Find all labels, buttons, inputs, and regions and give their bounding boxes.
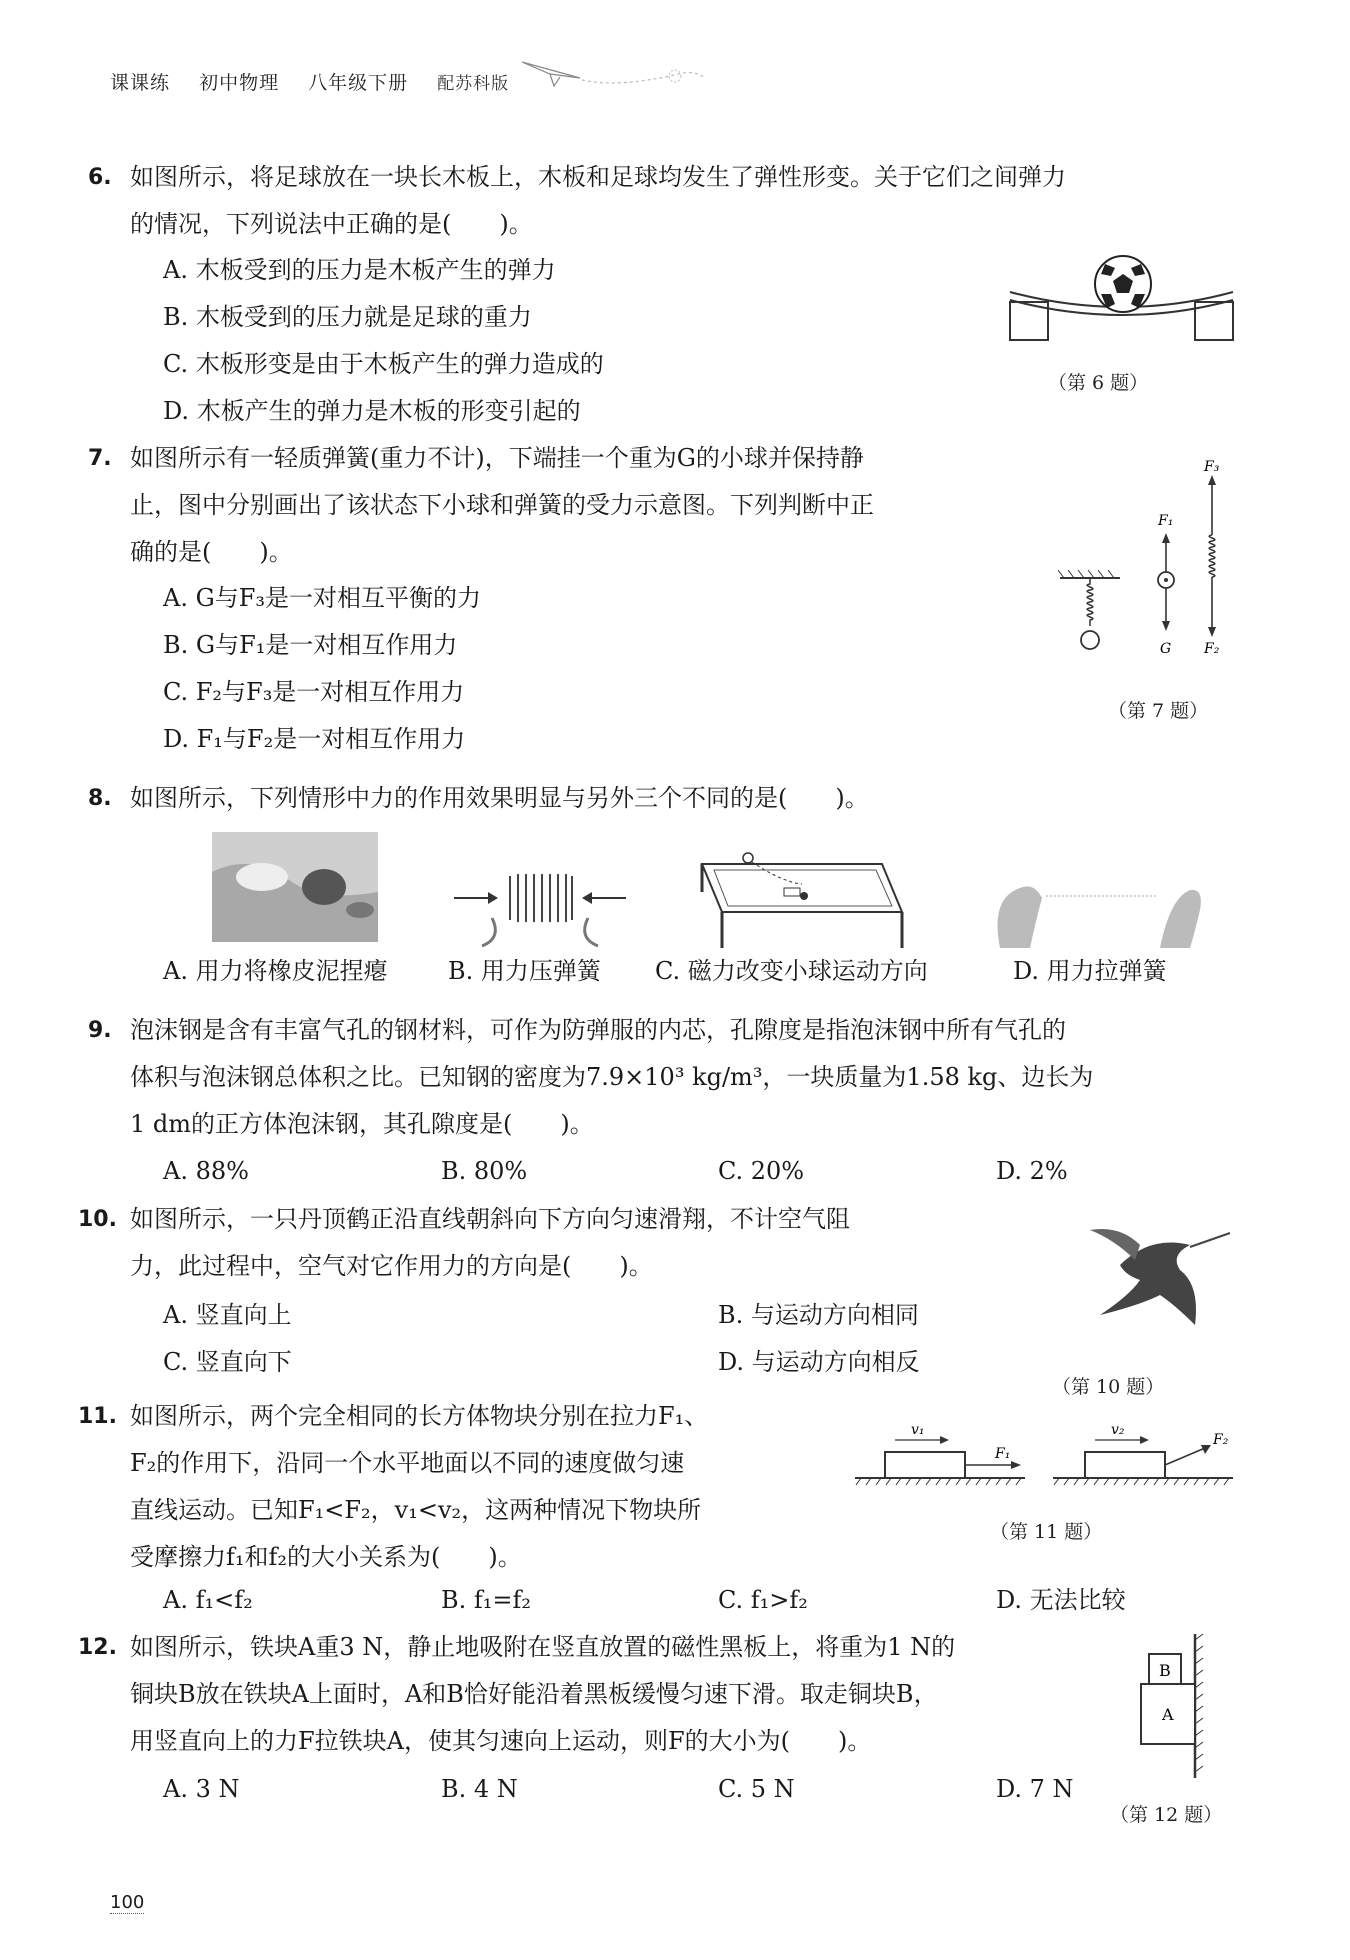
page-header [110,68,531,95]
option-a: A. G与F₃是一对相互平衡的力 [163,584,482,612]
label-v2: v₂ [1111,1422,1125,1438]
label-f1: F₁ [995,1446,1011,1462]
option-c: C. 竖直向下 [163,1348,292,1376]
figure-spring-forces [1050,455,1250,665]
option-d: D. 用力拉弹簧 [1013,957,1167,985]
question-text: 如图所示，下列情形中力的作用效果明显与另外三个不同的是( )。 [130,784,869,812]
option-b: B. 与运动方向相同 [718,1301,919,1329]
option-c: C. 磁力改变小球运动方向 [655,957,928,985]
option-a: A. 竖直向上 [163,1301,292,1329]
header-series: 课课练 [110,72,171,94]
figure-caption: （第 12 题） [1110,1804,1223,1826]
page-number: 100 [110,1892,145,1913]
question-text: 如图所示，将足球放在一块长木板上，木板和足球均发生了弹性形变。关于它们之间弹力 [130,163,1066,191]
label-block-a: A [1162,1705,1174,1724]
question-number: 7. [88,446,112,471]
option-a: A. 木板受到的压力是木板产生的弹力 [163,256,556,284]
option-d: D. 与运动方向相反 [718,1348,920,1376]
question-number: 11. [78,1404,117,1429]
question-text: 如图所示，两个完全相同的长方体物块分别在拉力F₁、 [130,1402,709,1430]
label-block-b: B [1159,1661,1171,1680]
option-c: C. f₁>f₂ [718,1586,808,1614]
option-c: C. F₂与F₃是一对相互作用力 [163,678,465,706]
question-text: 止，图中分别画出了该状态下小球和弹簧的受力示意图。下列判断中正 [130,491,874,519]
option-d: D. 木板产生的弹力是木板的形变引起的 [163,397,581,425]
label-v1: v₁ [911,1422,925,1438]
question-text: 如图所示，一只丹顶鹤正沿直线朝斜向下方向匀速滑翔，不计空气阻 [130,1205,850,1233]
option-b: B. 4 N [441,1775,518,1803]
figure-caption: （第 6 题） [1048,372,1149,394]
label-g: G [1160,641,1172,657]
figure-crane-bird [1080,1225,1240,1345]
figure-caption: （第 7 题） [1108,700,1209,722]
figure-magnet-ball-table [692,852,912,952]
question-8 [88,775,1255,822]
option-d: D. 7 N [996,1775,1074,1803]
figure-blocks-pulled [855,1418,1235,1498]
question-text: 力，此过程中，空气对它作用力的方向是( )。 [130,1252,653,1280]
header-edition: 配苏科版 [437,74,510,94]
question-text: 受摩擦力f₁和f₂的大小关系为( )。 [130,1543,522,1571]
paper-plane-icon [520,56,720,96]
question-number: 12. [78,1635,117,1660]
option-a: A. 3 N [163,1775,240,1803]
option-b: B. G与F₁是一对相互作用力 [163,631,458,659]
question-number: 9. [88,1018,112,1043]
label-f2: F₂ [1204,641,1220,657]
question-text: F₂的作用下，沿同一个水平地面以不同的速度做匀速 [130,1449,685,1477]
option-b: B. 80% [441,1157,528,1185]
figure-caption: （第 10 题） [1052,1376,1165,1398]
question-11 [78,1393,830,1581]
question-text: 体积与泡沫钢总体积之比。已知钢的密度为7.9×10³ kg/m³，一块质量为1.58 kg、边长为 [130,1063,1094,1091]
question-text: 用竖直向上的力F拉铁块A，使其匀速向上运动，则F的大小为( )。 [130,1727,872,1755]
option-d: D. 2% [996,1157,1068,1185]
figure-caption: （第 11 题） [990,1521,1103,1543]
label-f2: F₂ [1213,1432,1229,1448]
question-text: 如图所示，铁块A重3 N，静止地吸附在竖直放置的磁性黑板上，将重为1 N的 [130,1633,956,1661]
option-b: B. 木板受到的压力就是足球的重力 [163,303,532,331]
question-text: 1 dm的正方体泡沫钢，其孔隙度是( )。 [130,1110,594,1138]
option-a: A. 88% [163,1157,249,1185]
figure-press-spring [452,858,628,948]
option-a: A. 用力将橡皮泥捏瘪 [163,957,388,985]
question-number: 8. [88,786,112,811]
option-d: D. 无法比较 [996,1586,1126,1614]
question-text: 铜块B放在铁块A上面时，A和B恰好能沿着黑板缓慢匀速下滑。取走铜块B， [130,1680,938,1708]
option-c: C. 5 N [718,1775,795,1803]
option-b: B. 用力压弹簧 [448,957,601,985]
label-f1: F₁ [1158,513,1174,529]
figure-clay-squeeze [212,832,378,942]
question-text: 直线运动。已知F₁<F₂，v₁<v₂，这两种情况下物块所 [130,1496,702,1524]
figure-magnetic-board-blocks [1135,1630,1215,1780]
question-number: 10. [78,1207,117,1232]
label-f3: F₃ [1204,459,1220,475]
option-d: D. F₁与F₂是一对相互作用力 [163,725,466,753]
header-grade: 八年级下册 [308,72,409,94]
header-subject: 初中物理 [199,72,280,94]
option-c: C. 20% [718,1157,805,1185]
figure-football-on-board [1005,250,1265,350]
question-text: 的情况，下列说法中正确的是( )。 [130,210,533,238]
question-12 [78,1624,1175,1765]
option-b: B. f₁=f₂ [441,1586,532,1614]
question-text: 确的是( )。 [130,538,293,566]
option-a: A. f₁<f₂ [163,1586,253,1614]
question-text: 如图所示有一轻质弹簧(重力不计)，下端挂一个重为G的小球并保持静 [130,444,864,472]
question-9 [88,1007,1255,1148]
figure-pull-spring [990,858,1210,948]
question-number: 6. [88,165,112,190]
option-c: C. 木板形变是由于木板产生的弹力造成的 [163,350,604,378]
question-text: 泡沫钢是含有丰富气孔的钢材料，可作为防弹服的内芯，孔隙度是指泡沫钢中所有气孔的 [130,1016,1066,1044]
question-6 [88,154,1255,248]
